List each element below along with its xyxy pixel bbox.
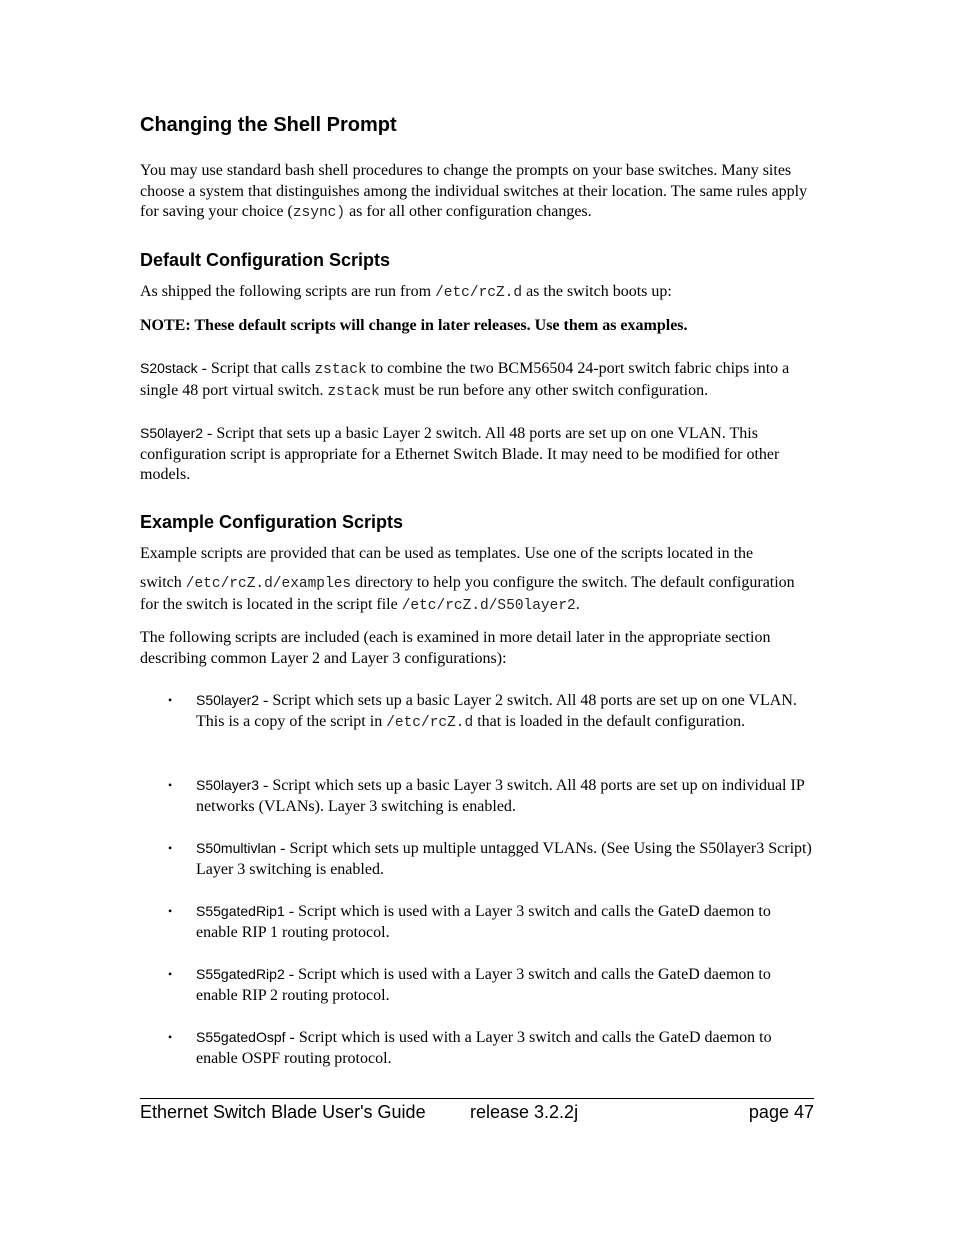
- heading-changing-shell-prompt: Changing the Shell Prompt: [140, 114, 397, 136]
- default-intro-b: as the switch boots up:: [522, 283, 672, 300]
- list-item: [140, 690, 814, 733]
- script-name: S55gatedRip2: [196, 966, 285, 982]
- bullet: •: [168, 693, 173, 707]
- list-item: [140, 901, 814, 943]
- script-text: - Script which is used with a Layer 3 switch and calls the GateD daemon to enable RIP 2 routing protocol.: [196, 966, 771, 1004]
- script-name: S50layer2: [196, 692, 260, 708]
- default-note: NOTE: These default scripts will change in later releases. Use them as examples.: [140, 317, 688, 334]
- example-paragraph-3: The following scripts are included (each is examined in more detail later in the appropriate section describing common Layer 2 and Layer 3 configurations):: [140, 629, 771, 667]
- example-p2-a: switch: [140, 574, 186, 591]
- shell-text-b: as for all other configuration changes.: [345, 203, 592, 220]
- s20stack-text-b: to combine the two BCM56504 24-port switch fabric chips into a single 48 port virtual switch.: [140, 360, 790, 399]
- shell-code-zsync: zsync): [292, 205, 346, 221]
- script-text: - Script which sets up multiple untagged VLANs. (See Using the S50layer3 Script) Layer 3 switching is enabled.: [196, 840, 812, 878]
- s20stack-code-1: zstack: [314, 362, 367, 378]
- script-text: - Script which sets up a basic Layer 3 switch. All 48 ports are set up on individual IP networks (VLANs). Layer 3 switching is enabled.: [196, 777, 805, 815]
- script-text: - Script which is used with a Layer 3 switch and calls the GateD daemon to enable RIP 1 routing protocol.: [196, 903, 771, 941]
- script-text-a: - Script which sets up a basic Layer 2 switch. All 48 ports are set up on one VLAN. This is a copy of the script in: [196, 692, 797, 730]
- s20stack-text-a: - Script that calls: [197, 360, 315, 377]
- example-paragraph-1: Example scripts are provided that can be used as templates. Use one of the scripts located in the: [140, 545, 754, 562]
- script-name: S55gatedOspf: [196, 1029, 286, 1045]
- s20stack-text-c: must be run before any other switch configuration.: [379, 381, 709, 399]
- default-intro-code: /etc/rcZ.d: [435, 285, 523, 301]
- bullet: •: [168, 841, 173, 855]
- example-p2-b: directory to help you configure the switch. The default configuration for the switch is located in the script file: [140, 574, 795, 613]
- s20stack-paragraph: [140, 358, 814, 402]
- s50layer2-text: - Script that sets up a basic Layer 2 switch. All 48 ports are set up on one VLAN. This configuration script is appropriate for a Ethernet Switch Blade. It may need to be modified for other models.: [140, 425, 780, 483]
- footer-title: Ethernet Switch Blade User's Guide: [140, 1102, 426, 1122]
- default-intro-paragraph: [140, 282, 814, 304]
- script-name: S50multivlan: [196, 840, 277, 856]
- bullet: •: [168, 778, 173, 792]
- script-name: S50layer3: [196, 777, 260, 793]
- bullet: •: [168, 967, 173, 981]
- bullet: •: [168, 1030, 173, 1044]
- s20stack-name: S20stack: [140, 360, 198, 376]
- default-intro-a: As shipped the following scripts are run from: [140, 283, 436, 300]
- s20stack-code-2: zstack: [327, 383, 380, 400]
- heading-default-configuration-scripts: Default Configuration Scripts: [140, 250, 391, 270]
- script-code: /etc/rcZ.d: [386, 714, 474, 731]
- footer-rule: [140, 1098, 814, 1099]
- script-text-b: that is loaded in the default configuration.: [473, 712, 746, 730]
- shell-text-a: You may use standard bash shell procedures to change the prompts on your base switches. Many sites choose a system that distinguishes among the individual switches at their location. The same rules apply for saving your choice (: [140, 162, 808, 220]
- s50layer2-paragraph: [140, 423, 814, 486]
- page-footer: [140, 1101, 814, 1123]
- list-item: [140, 964, 814, 1006]
- script-text: - Script which is used with a Layer 3 switch and calls the GateD daemon to enable OSPF routing protocol.: [196, 1029, 772, 1067]
- list-item: [140, 775, 814, 817]
- example-paragraph-2: [140, 573, 814, 616]
- list-item: [140, 1027, 814, 1069]
- heading-example-configuration-scripts: Example Configuration Scripts: [140, 512, 404, 532]
- example-p2-code-2: /etc/rcZ.d/S50layer2: [401, 597, 576, 614]
- list-item: [140, 838, 814, 880]
- script-name: S55gatedRip1: [196, 903, 285, 919]
- footer-page-number: page 47: [748, 1102, 814, 1122]
- example-p2-code-1: /etc/rcZ.d/examples: [185, 576, 352, 592]
- example-p2-c: .: [575, 595, 580, 613]
- s50layer2-name: S50layer2: [140, 425, 204, 441]
- shell-paragraph: [140, 161, 814, 224]
- bullet: •: [168, 904, 173, 918]
- footer-release: release 3.2.2j: [470, 1102, 579, 1122]
